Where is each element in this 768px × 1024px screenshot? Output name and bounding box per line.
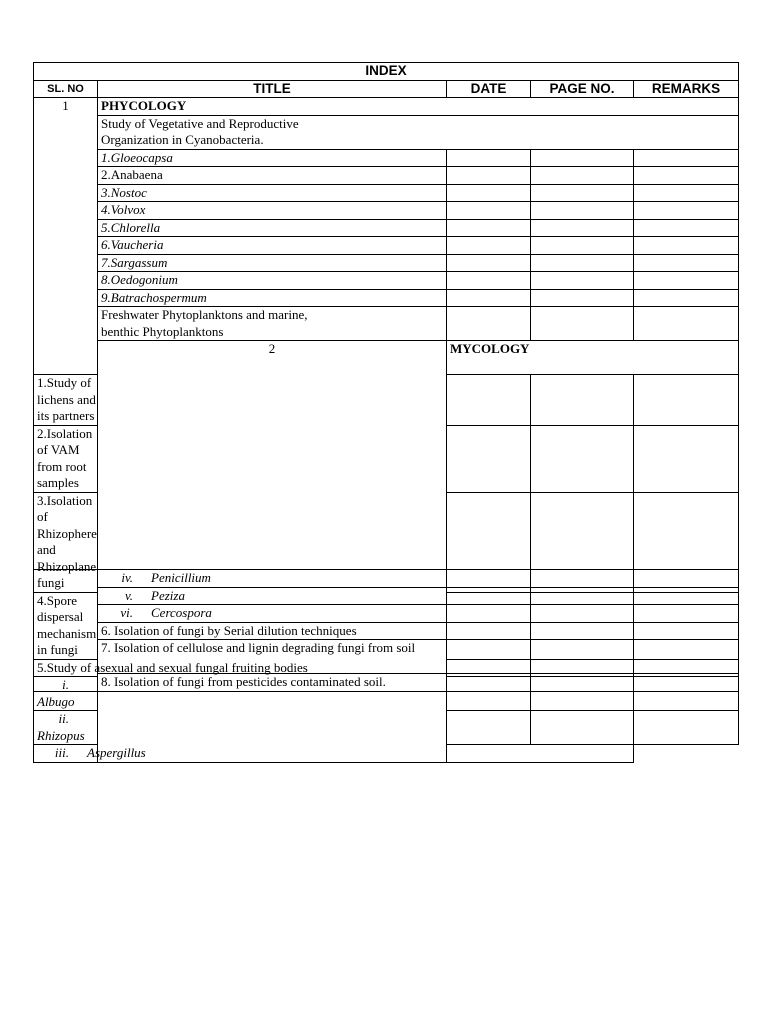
- page-no-cell: [531, 570, 634, 588]
- page-no-cell: [531, 711, 634, 745]
- remarks-cell: [634, 184, 739, 202]
- col-header-sl-no: SL. NO: [34, 80, 98, 98]
- index-table-page-2: [33, 569, 739, 692]
- remarks-cell: [634, 711, 739, 745]
- sub-item-number: vi.: [120, 605, 133, 620]
- list-item: 3.Isolation of Rhizophere and Rhizoplane fungi: [34, 492, 98, 592]
- sl-no-2: 2: [98, 341, 447, 763]
- remarks-cell: [634, 289, 739, 307]
- list-item: 1.Study of lichens and its partners: [34, 375, 98, 426]
- remarks-cell: [634, 622, 739, 640]
- sub-item-number: i.: [62, 677, 69, 692]
- list-item: 8.Oedogonium: [98, 272, 447, 290]
- page-no-cell: [531, 184, 634, 202]
- date-cell: [447, 307, 531, 341]
- list-item: 4.Volvox: [98, 202, 447, 220]
- list-item: 1.Gloeocapsa: [98, 149, 447, 167]
- page-no-cell: [531, 219, 634, 237]
- col-header-remarks: REMARKS: [634, 80, 739, 98]
- page-no-cell: [531, 425, 634, 492]
- list-item: 9.Batrachospermum: [98, 289, 447, 307]
- remarks-cell: [634, 570, 739, 588]
- sub-item-name: Cercospora: [151, 605, 212, 620]
- col-header-page-no: PAGE NO.: [531, 80, 634, 98]
- date-cell: [447, 640, 531, 674]
- remarks-cell: [634, 167, 739, 185]
- sub-item: [34, 745, 634, 763]
- date-cell: [447, 425, 531, 492]
- page-no-cell: [531, 640, 634, 674]
- list-item: 5.Study of asexual and sexual fungal fruiting bodies: [34, 659, 634, 677]
- list-item: 2.Anabaena: [98, 167, 447, 185]
- date-cell: [447, 622, 531, 640]
- page-no-cell: [531, 254, 634, 272]
- index-heading: INDEX: [34, 63, 739, 81]
- date-cell: [447, 674, 531, 692]
- date-cell: [447, 167, 531, 185]
- page-no-cell: [531, 587, 634, 605]
- sub-item-number: ii.: [58, 711, 69, 726]
- sub-item-name: Penicillium: [151, 570, 211, 585]
- list-item: 3.Nostoc: [98, 184, 447, 202]
- sub-item-number: iii.: [54, 745, 69, 760]
- intro-line-1: Study of Vegetative and Reproductive: [101, 115, 299, 131]
- page-no-cell: [531, 674, 634, 692]
- date-cell: [447, 219, 531, 237]
- page-no-cell: [531, 289, 634, 307]
- col-header-title: TITLE: [98, 80, 447, 98]
- section-intro: [98, 115, 739, 149]
- date-cell: [447, 375, 531, 426]
- list-item: 5.Chlorella: [98, 219, 447, 237]
- sub-item-number: iv.: [121, 570, 133, 585]
- date-cell: [447, 272, 531, 290]
- remarks-cell: [634, 272, 739, 290]
- page-no-cell: [531, 605, 634, 623]
- sub-item: [98, 587, 447, 605]
- date-cell: [447, 149, 531, 167]
- sub-item-name: Aspergillus: [87, 745, 146, 760]
- list-item-freshwater: [98, 307, 447, 341]
- date-cell: [447, 570, 531, 588]
- sub-item-name: Rhizopus: [37, 727, 85, 743]
- sub-item-name: Peziza: [151, 587, 185, 603]
- remarks-cell: [634, 375, 739, 426]
- extra-line-2: benthic Phytoplanktons: [101, 323, 224, 339]
- page-no-cell: [531, 149, 634, 167]
- list-item: 8. Isolation of fungi from pesticides contaminated soil.: [98, 674, 447, 692]
- sub-item: [98, 605, 447, 623]
- list-item: 6. Isolation of fungi by Serial dilution techniques: [98, 622, 447, 640]
- section-heading-mycology: MYCOLOGY: [447, 341, 739, 375]
- page-no-cell: [531, 307, 634, 341]
- date-cell: [447, 237, 531, 255]
- page-no-cell: [531, 622, 634, 640]
- list-item: 4.Spore dispersal mechanism in fungi: [34, 592, 98, 659]
- intro-line-2: Organization in Cyanobacteria.: [101, 132, 264, 147]
- remarks-cell: [634, 674, 739, 692]
- list-item: 7. Isolation of cellulose and lignin degrading fungi from soil: [98, 640, 447, 674]
- list-item: 6.Vaucheria: [98, 237, 447, 255]
- date-cell: [447, 202, 531, 220]
- page-no-cell: [531, 167, 634, 185]
- date-cell: [447, 289, 531, 307]
- remarks-cell: [634, 605, 739, 623]
- remarks-cell: [634, 219, 739, 237]
- date-cell: [447, 587, 531, 605]
- remarks-cell: [634, 237, 739, 255]
- remarks-cell: [634, 307, 739, 341]
- page-no-cell: [531, 237, 634, 255]
- remarks-cell: [634, 587, 739, 605]
- extra-line-1: Freshwater Phytoplanktons and marine,: [101, 307, 308, 322]
- page-no-cell: [531, 272, 634, 290]
- sl-no-continued: [34, 570, 98, 692]
- sub-item: [34, 711, 98, 745]
- date-cell: [447, 711, 531, 745]
- date-cell: [447, 254, 531, 272]
- remarks-cell: [634, 640, 739, 674]
- sl-no-1: 1: [34, 98, 98, 375]
- sub-item-number: v.: [124, 587, 133, 603]
- col-header-date: DATE: [447, 80, 531, 98]
- date-cell: [447, 605, 531, 623]
- page-no-cell: [531, 375, 634, 426]
- sub-item-name: Albugo: [37, 693, 75, 709]
- list-item: 2.Isolation of VAM from root samples: [34, 425, 98, 492]
- date-cell: [447, 184, 531, 202]
- remarks-cell: [634, 254, 739, 272]
- remarks-cell: [634, 202, 739, 220]
- remarks-cell: [634, 149, 739, 167]
- sub-item: [98, 570, 447, 588]
- list-item: 7.Sargassum: [98, 254, 447, 272]
- section-heading-phycology: PHYCOLOGY: [98, 98, 739, 116]
- remarks-cell: [634, 425, 739, 492]
- page-no-cell: [531, 202, 634, 220]
